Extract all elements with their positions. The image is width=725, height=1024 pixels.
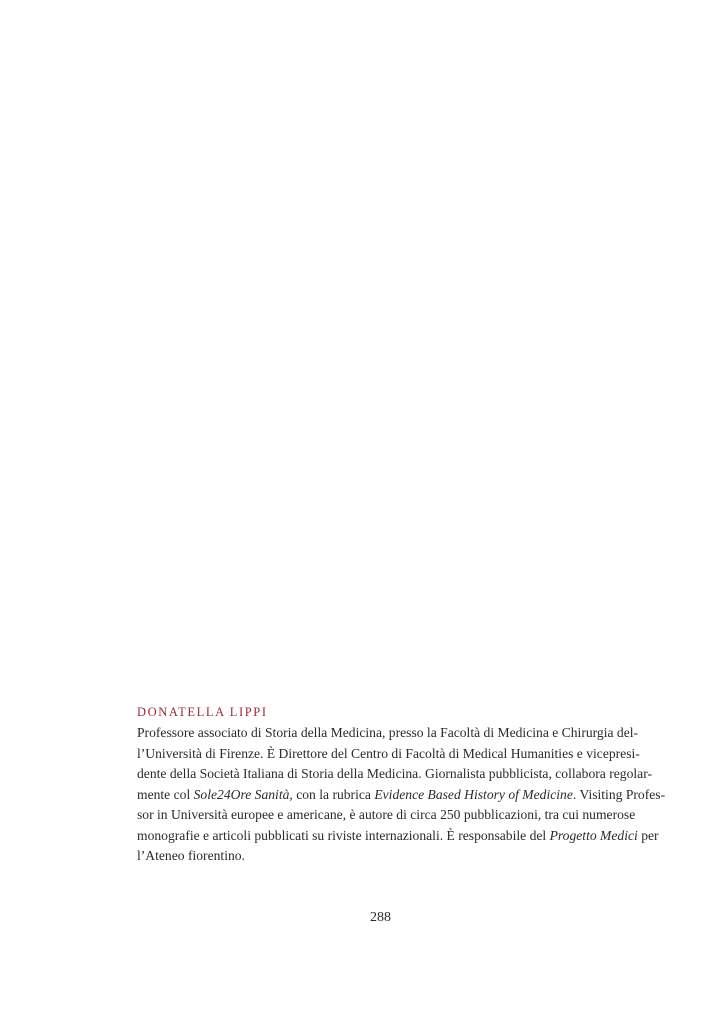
bio-line xyxy=(137,744,640,765)
bio-italic-text: Evidence Based History of Medicine xyxy=(374,786,573,802)
bio-italic-text: Sole24Ore Sanità xyxy=(193,786,290,802)
bio-text-run: monografie e articoli pubblicati su riviste internazionali. È responsabile del xyxy=(137,827,550,843)
bio-text-run: . Visiting Profes- xyxy=(572,786,666,802)
bio-text-run: per xyxy=(637,827,659,843)
bio-text-run: dente della Società Italiana di Storia della Medicina. Giornalista pubblicista, collabora regolar- xyxy=(137,766,652,781)
bio-text-run: , con la rubrica xyxy=(289,786,375,802)
bio-line xyxy=(137,723,639,744)
bio-text-run: sor in Università europee e americane, è autore di circa 250 pubblicazioni, tra cui numerose xyxy=(137,807,636,822)
page-number: 288 xyxy=(370,910,391,925)
bio-line xyxy=(137,826,659,847)
bio-line xyxy=(137,846,623,867)
bio-text-run: Professore associato di Storia della Medicina, presso la Facoltà di Medicina e Chirurgia del- xyxy=(137,725,639,740)
bio-line xyxy=(137,805,636,826)
bio-text-run: mente col xyxy=(137,786,194,802)
bio-text-run: l’Ateneo fiorentino. xyxy=(137,848,245,863)
bio-line xyxy=(137,764,652,785)
author-name: DONATELLA LIPPI xyxy=(137,705,268,719)
bio-line xyxy=(137,785,666,806)
author-bio xyxy=(137,702,666,867)
bio-text-run: l’Università di Firenze. È Direttore del Centro di Facoltà di Medical Humanities e vicepresi- xyxy=(137,745,640,761)
bio-italic-text: Progetto Medici xyxy=(549,827,638,843)
bio-text xyxy=(137,723,666,867)
